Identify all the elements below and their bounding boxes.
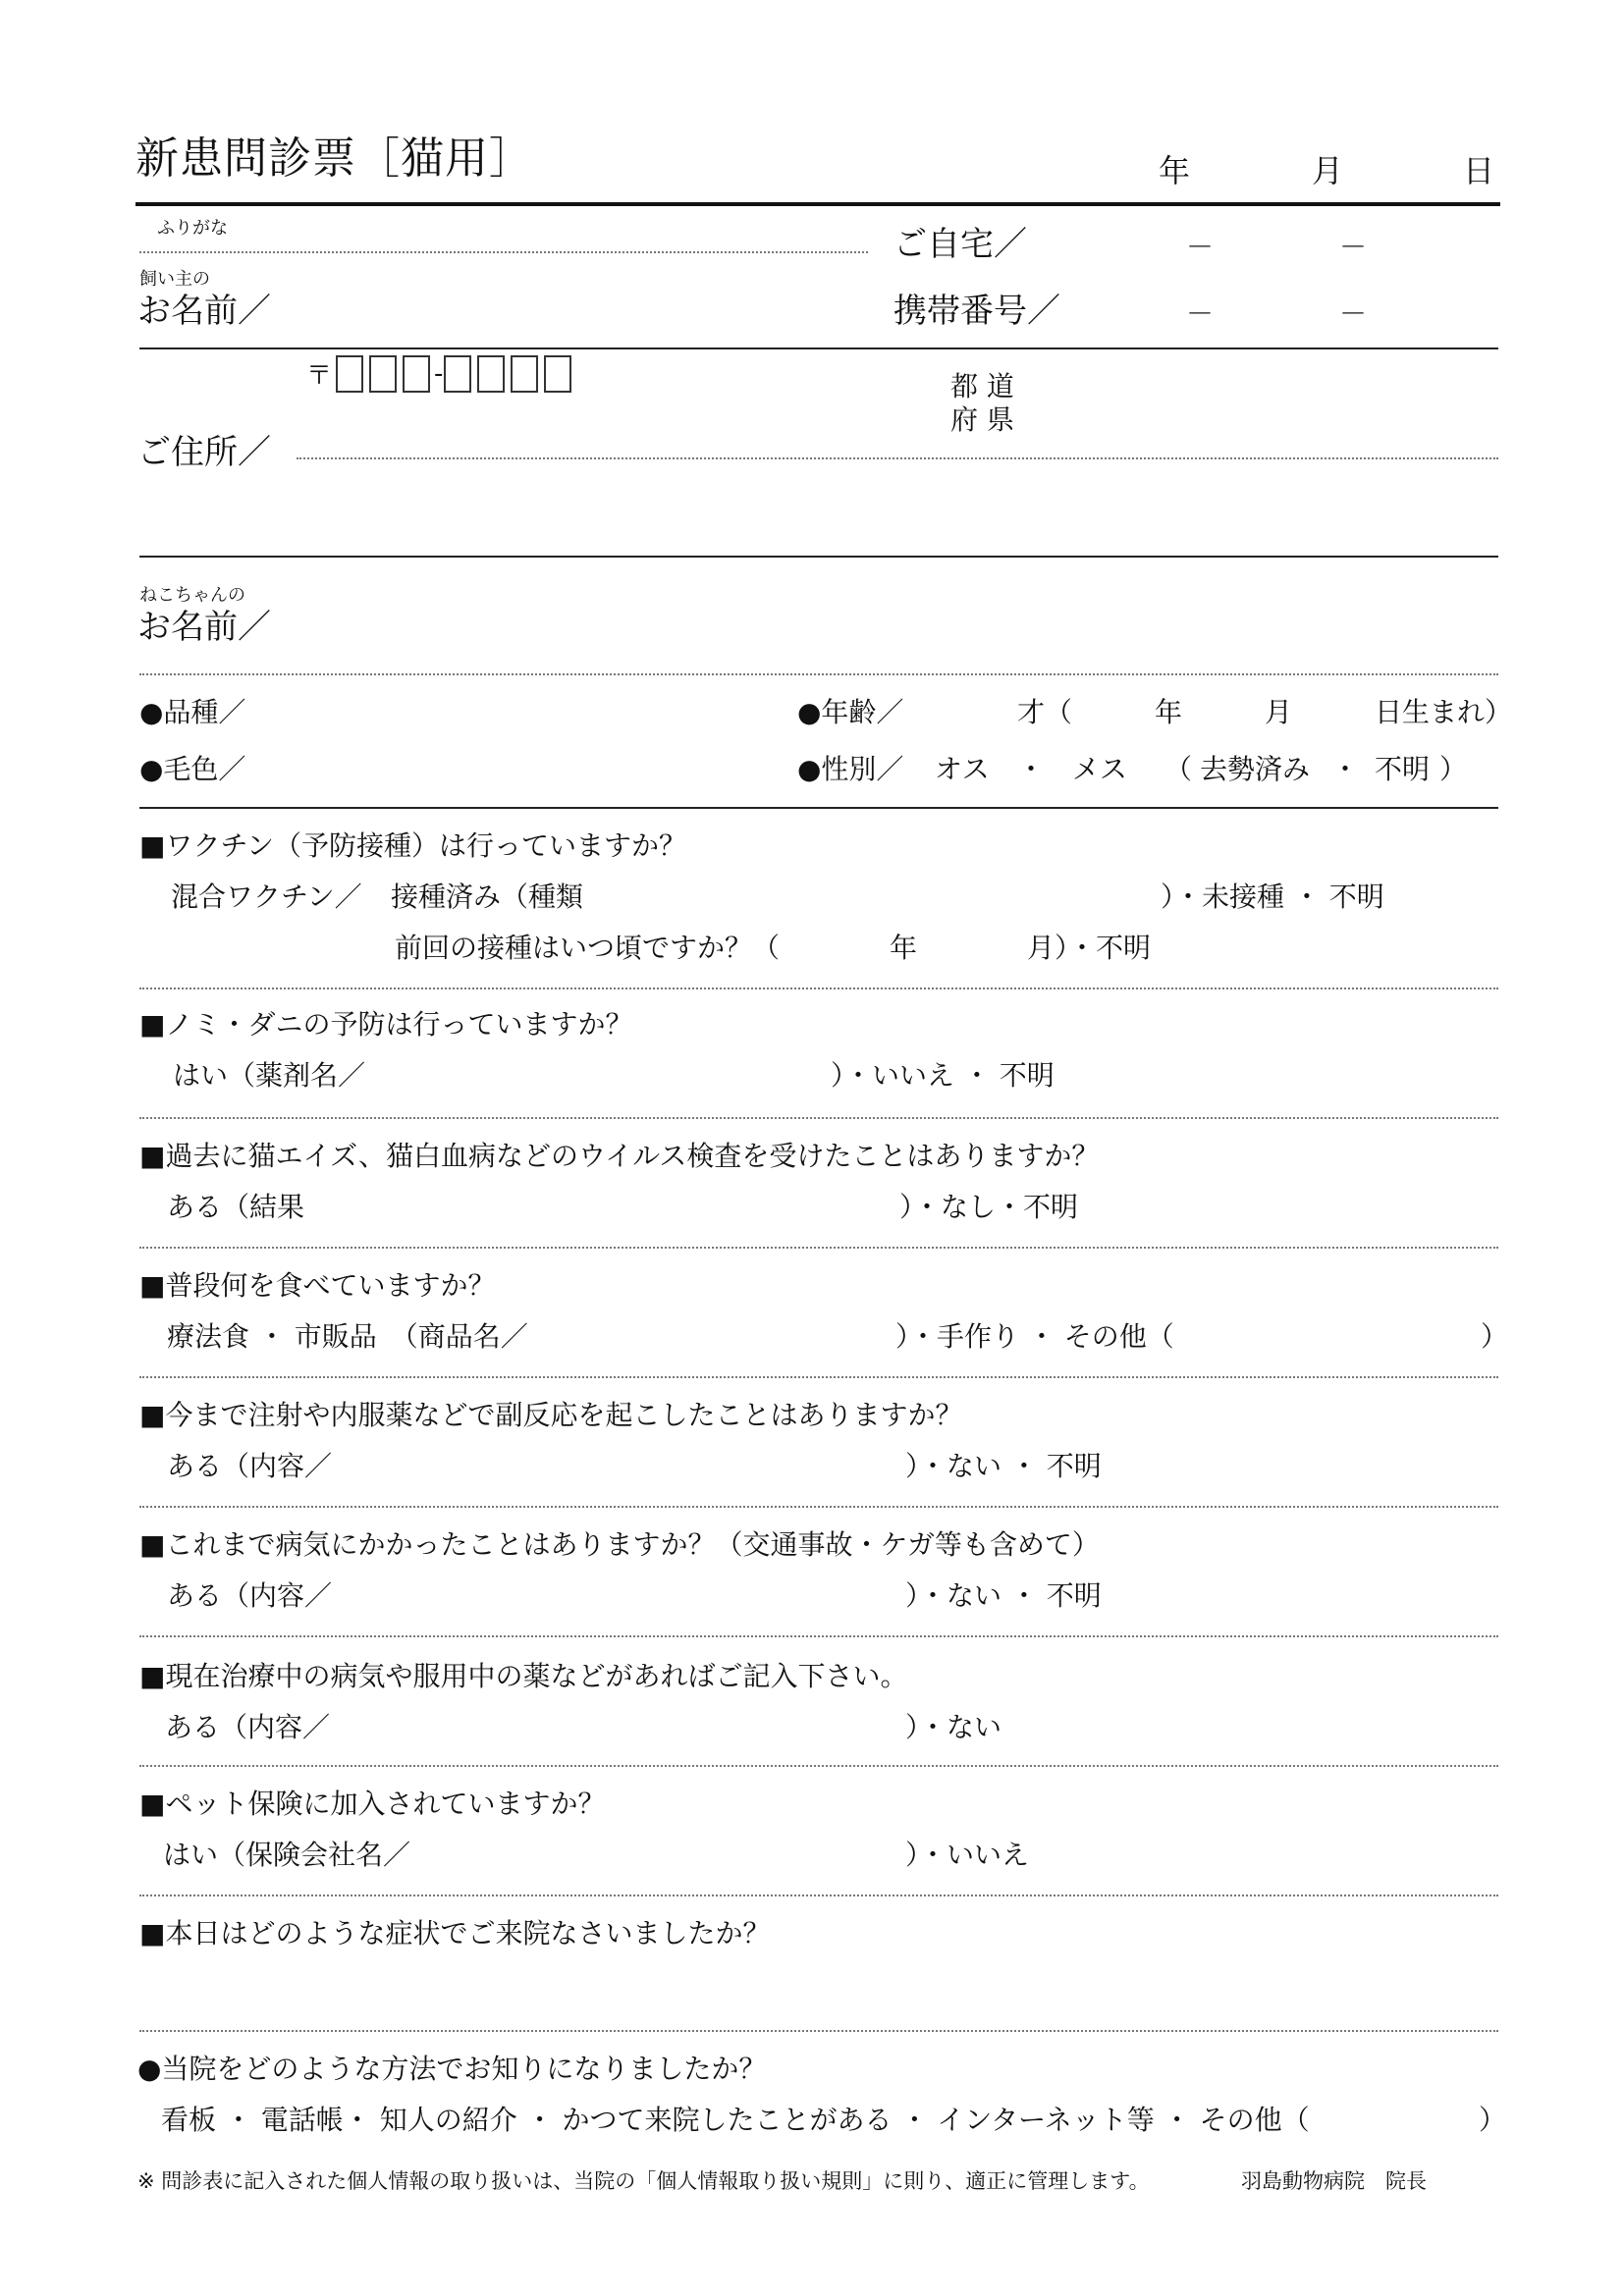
owner-name-small-label: 飼い主の <box>139 269 210 290</box>
sex-male-option[interactable]: オス <box>935 753 990 785</box>
past-illness-question: ■これまで病気にかかったことはありますか？（交通事故・ケガ等も含めて） <box>139 1528 1100 1561</box>
food-options-left[interactable]: 療法食 ・ 市販品 （商品名／ <box>167 1320 528 1353</box>
prefecture-label-top: 都 道 <box>950 370 1014 402</box>
address-section-rule <box>139 556 1498 558</box>
current-treatment-yes-option[interactable]: ある（内容／ <box>165 1711 331 1743</box>
address-label: ご住所／ <box>137 433 271 472</box>
postal-digit-box-4[interactable] <box>444 355 471 393</box>
past-illness-yes-option[interactable]: ある（内容／ <box>167 1579 333 1612</box>
sex-label: ●性別／ <box>797 753 904 785</box>
separator: ・ <box>1331 753 1360 785</box>
date-year-label: 年 <box>1159 152 1191 189</box>
cat-name-small-label: ねこちゃんの <box>139 585 245 606</box>
postal-hyphen: - <box>434 359 444 389</box>
insurance-no-option[interactable]: ）・いいえ <box>905 1839 1030 1871</box>
postal-mark-icon: 〒 <box>306 361 333 391</box>
sex-female-option[interactable]: メス <box>1072 753 1128 785</box>
privacy-note: ※ 問診表に記入された個人情報の取り扱いは、当院の「個人情報取り扱い規則」に則り、適正に管理します。 <box>137 2169 1150 2193</box>
home-phone-dash-1: － <box>1186 231 1215 263</box>
section-divider <box>139 1117 1498 1119</box>
past-illness-no-options[interactable]: ）・ない ・ 不明 <box>905 1579 1102 1612</box>
insurance-yes-option[interactable]: はい（保険会社名／ <box>163 1839 411 1871</box>
sex-paren-open: （ <box>1164 753 1193 785</box>
referral-options[interactable]: 看板 ・ 電話帳・ 知人の紹介 ・ かつて来院したことがある ・ インターネット等 ・ その他（ <box>161 2104 1310 2136</box>
date-month-label: 月 <box>1312 152 1344 189</box>
sex-unknown-option[interactable]: 不明 <box>1375 753 1431 785</box>
postal-digit-box-5[interactable] <box>477 355 505 393</box>
cat-name-line[interactable] <box>139 673 1498 675</box>
sex-paren-close: ） <box>1439 753 1468 785</box>
breed-label: ●品種／ <box>139 696 246 728</box>
sex-neutered-option[interactable]: 去勢済み <box>1200 753 1311 785</box>
food-options-middle[interactable]: ）・手作り ・ その他（ <box>895 1320 1174 1353</box>
home-phone-label: ご自宅／ <box>893 225 1027 264</box>
coat-color-label: ●毛色／ <box>139 753 246 785</box>
vaccine-done-option[interactable]: 接種済み（種類 <box>391 881 584 913</box>
referral-question: ●当院をどのような方法でお知りになりましたか？ <box>137 2053 767 2085</box>
age-unit-label: 才（ <box>1017 696 1073 728</box>
vaccine-mixed-label: 混合ワクチン／ <box>171 881 362 913</box>
form-title: 新患問診票［猫用］ <box>135 133 533 184</box>
cat-section-rule <box>139 807 1498 809</box>
birth-day-label: 日生まれ） <box>1375 696 1513 728</box>
section-divider <box>139 1765 1498 1767</box>
side-effect-question: ■今まで注射や内服薬などで副反応を起こしたことはありますか？ <box>139 1399 963 1431</box>
virus-test-question: ■過去に猫エイズ、猫白血病などのウイルス検査を受けたことはありますか？ <box>139 1140 1100 1172</box>
section-divider <box>139 1376 1498 1378</box>
mobile-phone-dash-2: － <box>1339 297 1368 330</box>
clinic-signature: 羽島動物病院 院長 <box>1241 2169 1427 2193</box>
furigana-label: ふりがな <box>157 218 228 239</box>
section-divider <box>139 1895 1498 1896</box>
vaccine-other-options[interactable]: ）・未接種 ・ 不明 <box>1161 881 1384 913</box>
home-phone-dash-2: － <box>1339 231 1368 263</box>
vaccine-last-year-label: 年 <box>890 932 918 964</box>
symptoms-answer-line[interactable] <box>139 2030 1498 2032</box>
date-day-label: 日 <box>1463 152 1495 189</box>
birth-year-label: 年 <box>1155 696 1183 728</box>
symptoms-question: ■本日はどのような症状でご来院なさいましたか？ <box>139 1917 771 1949</box>
virus-test-yes-option[interactable]: ある（結果 <box>167 1191 305 1223</box>
owner-name-label: お名前／ <box>137 292 271 331</box>
furigana-line[interactable] <box>139 251 868 253</box>
insurance-question: ■ペット保険に加入されていますか？ <box>139 1788 606 1820</box>
current-treatment-question: ■現在治療中の病気や服用中の薬などがあればご記入下さい。 <box>139 1660 908 1692</box>
virus-test-no-options[interactable]: ）・なし・不明 <box>899 1191 1079 1223</box>
address-line-1[interactable] <box>297 457 1498 459</box>
postal-digit-box-7[interactable] <box>544 355 571 393</box>
postal-digit-box-3[interactable] <box>403 355 430 393</box>
vaccine-last-date-label: 前回の接種はいつ頃ですか？（ <box>395 932 781 964</box>
section-divider <box>139 1635 1498 1637</box>
vaccine-last-month-options[interactable]: 月）・不明 <box>1027 932 1152 964</box>
postal-digit-box-6[interactable] <box>511 355 538 393</box>
mobile-phone-label: 携帯番号／ <box>893 292 1060 331</box>
cat-name-label: お名前／ <box>137 608 271 647</box>
birth-month-label: 月 <box>1265 696 1293 728</box>
postal-digit-box-2[interactable] <box>369 355 397 393</box>
food-question: ■普段何を食べていますか？ <box>139 1269 496 1302</box>
food-paren-close: ） <box>1481 1320 1509 1353</box>
prefecture-label-bottom: 府 県 <box>950 403 1014 436</box>
referral-paren-close: ） <box>1479 2104 1507 2136</box>
flea-no-options[interactable]: ）・いいえ ・ 不明 <box>831 1059 1055 1092</box>
section-divider <box>139 1247 1498 1249</box>
side-effect-yes-option[interactable]: ある（内容／ <box>167 1450 333 1482</box>
separator: ・ <box>1017 753 1046 785</box>
mobile-phone-dash-1: － <box>1186 297 1215 330</box>
section-divider <box>139 1506 1498 1508</box>
postal-digit-box-1[interactable] <box>336 355 363 393</box>
age-label: ●年齢／ <box>797 696 904 728</box>
vaccine-question: ■ワクチン（予防接種）は行っていますか？ <box>139 829 687 862</box>
owner-section-rule <box>139 347 1498 349</box>
flea-yes-option[interactable]: はい（薬剤名／ <box>173 1059 366 1092</box>
side-effect-no-options[interactable]: ）・ない ・ 不明 <box>905 1450 1102 1482</box>
section-divider <box>139 988 1498 989</box>
current-treatment-no-option[interactable]: ）・ない <box>905 1711 1002 1743</box>
flea-question: ■ノミ・ダニの予防は行っていますか？ <box>139 1008 633 1041</box>
title-rule <box>135 202 1500 206</box>
